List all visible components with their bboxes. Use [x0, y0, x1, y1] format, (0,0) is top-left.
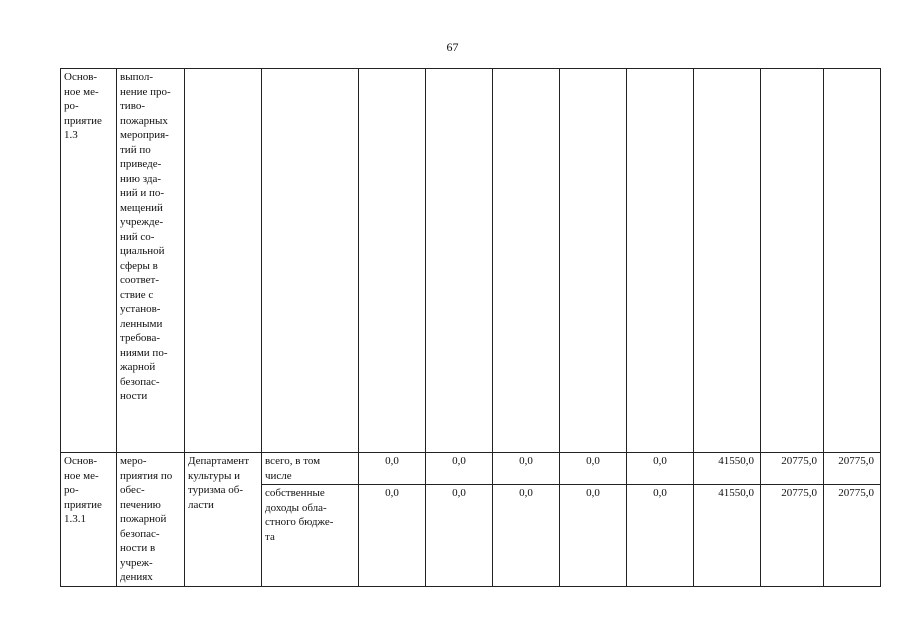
empty-cell [262, 69, 359, 453]
empty-cell [185, 69, 262, 453]
empty-cell [694, 69, 761, 453]
table-row [61, 453, 881, 485]
row-name-cell: меро- приятия по обес- печению пожарной безопас- ности в учреж- дениях [117, 453, 185, 587]
source-label-cell: собственные доходы обла- стного бюдже- та [262, 485, 359, 587]
row-name-cell: выпол- нение про- тиво- пожарных мероприя- тий по приведе- нию зда- ний и по- мещений учрежде- ний со- циальной сферы в соответ- ствие с установ- ленными требова- ниями по- жарной безопас- ности [117, 69, 185, 453]
empty-cell [493, 69, 560, 453]
value-cell: 0,0 [627, 485, 694, 587]
empty-cell [560, 69, 627, 453]
value-cell: 0,0 [493, 485, 560, 587]
page-number: 67 [446, 40, 459, 54]
value-cell: 20775,0 [824, 453, 881, 485]
budget-table [60, 68, 881, 587]
value-cell: 20775,0 [761, 485, 824, 587]
value-cell: 41550,0 [694, 453, 761, 485]
value-cell: 20775,0 [761, 453, 824, 485]
empty-cell [761, 69, 824, 453]
value-cell: 0,0 [359, 453, 426, 485]
value-cell: 20775,0 [824, 485, 881, 587]
value-cell: 0,0 [560, 453, 627, 485]
value-cell: 41550,0 [694, 485, 761, 587]
value-cell: 0,0 [627, 453, 694, 485]
executor-cell: Департамент культуры и туризма об- ласти [185, 453, 262, 587]
source-label-cell: всего, в том числе [262, 453, 359, 485]
value-cell: 0,0 [426, 453, 493, 485]
empty-cell [627, 69, 694, 453]
row-item-cell: Основ- ное ме- ро- приятие 1.3 [61, 69, 117, 453]
value-cell: 0,0 [359, 485, 426, 587]
empty-cell [359, 69, 426, 453]
empty-cell [824, 69, 881, 453]
empty-cell [426, 69, 493, 453]
value-cell: 0,0 [493, 453, 560, 485]
value-cell: 0,0 [560, 485, 627, 587]
value-cell: 0,0 [426, 485, 493, 587]
row-item-cell: Основ- ное ме- ро- приятие 1.3.1 [61, 453, 117, 587]
table-row [61, 69, 881, 453]
